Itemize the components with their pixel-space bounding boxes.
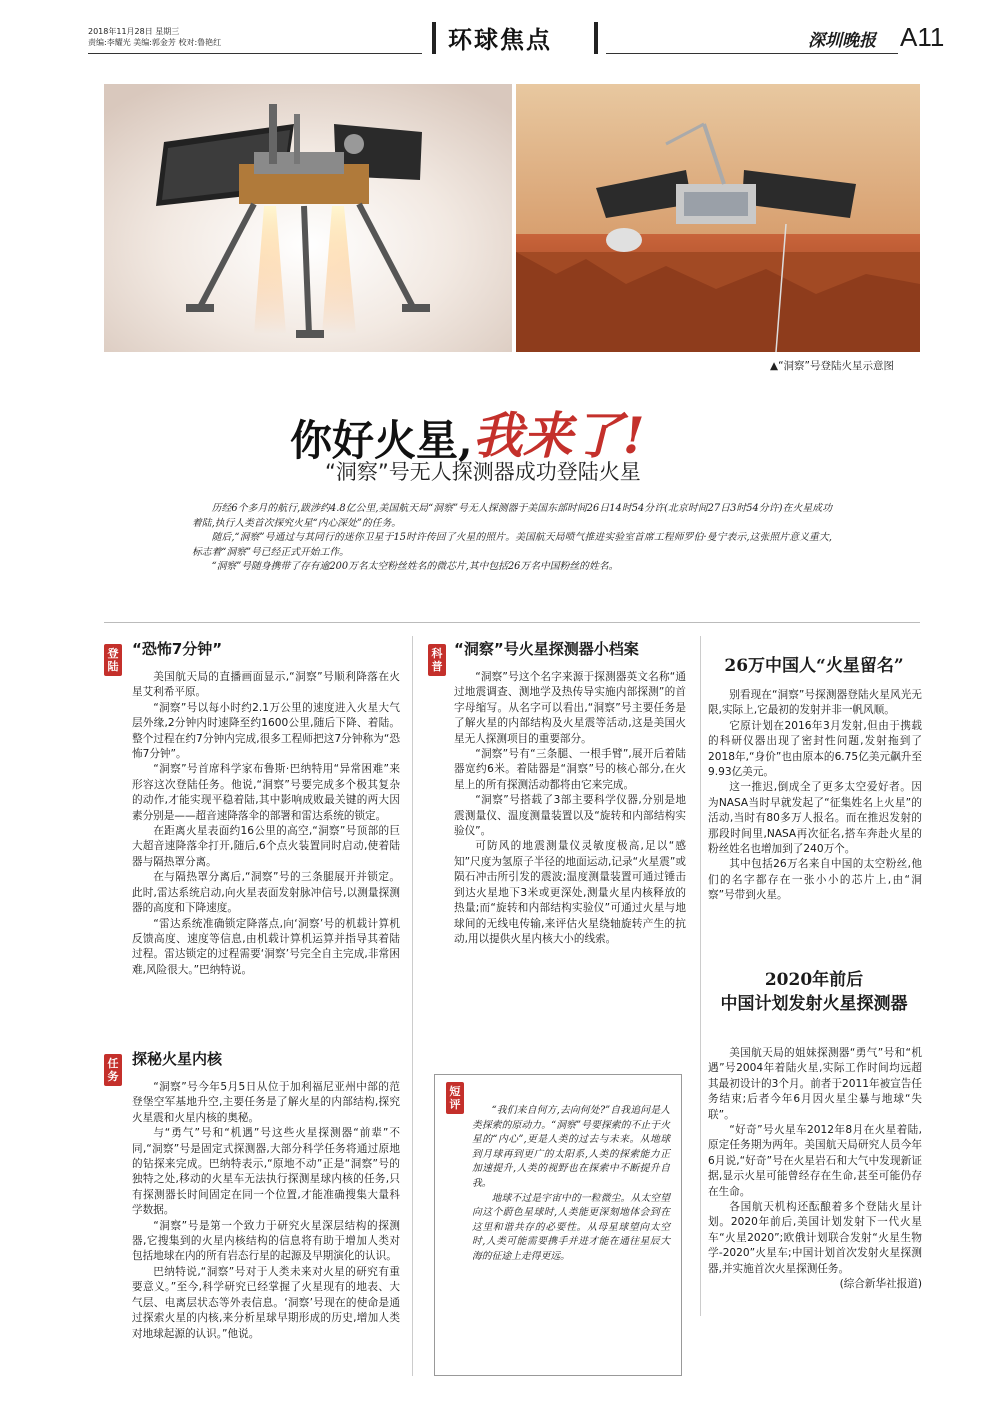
body-para: “雷达系统准确锁定降落点,向‘洞察’号的机载计算机反馈高度、速度等信息,由机载计算机运算并指导其着陆过程。雷达锁定的过程需要‘洞察’号完全自主完成,非常困难,风险很大。”巴纳特说。 bbox=[132, 917, 400, 976]
body-para: “洞察”号以每小时约2.1万公里的速度进入火星大气层外缘,2分钟内时速降至约1600公里,随后下降、着陆。整个过程在约7分钟内完成,很多工程师把这7分钟称为“恐怖7分钟”。 bbox=[132, 701, 400, 761]
body-para: 美国航天局的直播画面显示,“洞察”号顺利降落在火星艾利希平原。 bbox=[132, 671, 400, 699]
subhead: “洞察”号无人探测器成功登陆火星 bbox=[325, 460, 641, 484]
tag-mission: 任 务 bbox=[104, 1054, 122, 1086]
photo-caption: ▲“洞察”号登陆火星示意图 bbox=[770, 360, 894, 372]
column-divider bbox=[412, 636, 413, 1376]
body-para: “好奇”号火星车2012年8月在火星着陆,原定任务期为两年。美国航天局研究人员今年6月说,“好奇”号在火星岩石和大气中发现新证据,显示火星可能曾经存在生命,甚至可能仍存在生命。 bbox=[708, 1124, 922, 1198]
header-rule-left bbox=[88, 53, 422, 54]
body-para: 美国航天局的姐妹探测器“勇气”号和“机遇”号2004年着陆火星,实际工作时间均远超其最初设计的3个月。前者于2011年被宣告任务结束;后者今年6月因火星尘暴与地球“失联”。 bbox=[708, 1047, 922, 1121]
editor-line: 责编:李耀光 美编:郭金芳 校对:鲁艳红 bbox=[88, 38, 222, 47]
header-rule-right bbox=[606, 53, 898, 54]
section-bar-left bbox=[432, 22, 436, 54]
paper-name: 深圳晚报 bbox=[808, 31, 876, 51]
body-para: 在与隔热罩分离后,“洞察”号的三条腿展开并锁定。此时,雷达系统启动,向火星表面发射脉冲信号,以测量探测器的高度和下降速度。 bbox=[132, 871, 400, 915]
science-body bbox=[454, 670, 686, 947]
comment-body bbox=[472, 1104, 670, 1265]
landing-body bbox=[132, 670, 400, 978]
section-bar-right bbox=[594, 22, 598, 54]
body-para: 各国航天机构还酝酿着多个登陆火星计划。2020年前后,美国计划发射下一代火星车“火星2020”;欧俄计划联合发射“火星生物学-2020”火星车;中国计划首次发射火星探测器,并实施首次火星探测任务。 bbox=[708, 1201, 922, 1275]
body-para: “洞察”号搭载了3部主要科学仪器,分别是地震测量仪、温度测量装置以及“旋转和内部结构实验仪”。 bbox=[454, 794, 686, 838]
date-line: 2018年11月28日 星期三 bbox=[88, 27, 180, 36]
body-para: “洞察”号首席科学家布鲁斯·巴纳特用“异常困难”来形容这次登陆任务。他说,“洞察”号要完成多个极其复杂的动作,才能实现平稳着陆,其中影响成败最关键的两大因素分别是——超音速降落伞的部署和雷达系统的锁定。 bbox=[132, 763, 400, 822]
tag-landing: 登 陆 bbox=[104, 644, 122, 676]
column-divider-2 bbox=[700, 636, 701, 1316]
side2-title-line1: 2020年前后 bbox=[764, 970, 864, 990]
comment-para: “我们来自何方,去向何处?”自我追问是人类探索的原动力。“洞察”号要探索的不止于火星的“内心”,更是人类的过去与未来。从地球到月球再到更广的太阳系,人类的探索能力正加速提升,人类的视野也在探索中不断提升自我。 bbox=[472, 1105, 670, 1189]
lander-descent-photo bbox=[104, 84, 512, 352]
headline-part2: 我来了! bbox=[472, 406, 645, 465]
body-para: 可防风的地震测量仪灵敏度极高,足以“感知”尺度为氢原子半径的地面运动,记录“火星震”或陨石冲击所引发的震波;温度测量装置可通过锤击到达火星地下3米或更深处,测量火星内核释放的热量;而“旋转和内部结构实验仪”可通过火星与地球间的无线电传输,来评估火星绕轴旋转产生的抗动,用以提供火星内核大小的线索。 bbox=[454, 840, 686, 945]
lead-divider bbox=[104, 622, 920, 623]
lead-para: “洞察”号随身携带了存有逾200万名太空粉丝姓名的微芯片,其中包括26万名中国粉丝的姓名。 bbox=[211, 561, 619, 573]
lead-para: 历经6个多月的航行,跋涉约4.8亿公里,美国航天局“洞察”号无人探测器于美国东部时间26日14时54分许(北京时间27日3时54分许)在火星成功着陆,执行人类首次探究火星“内心深处”的任务。 bbox=[192, 503, 832, 529]
tag-science: 科 普 bbox=[428, 644, 446, 676]
body-para: “洞察”号今年5月5日从位于加利福尼亚州中部的范登堡空军基地升空,主要任务是了解火星的内部结构,探究火星震和火星内核的奥秘。 bbox=[132, 1081, 400, 1124]
body-para: “洞察”号这个名字来源于探测器英文名称“通过地震调查、测地学及热传导实施内部探测”的首字母缩写。从名字可以看出,“洞察”号主要任务是了解火星的内部结构及火星震等活动,这是美国火星无人探测项目的重要部分。 bbox=[454, 671, 686, 745]
body-para: 其中包括26万名来自中国的太空粉丝,他们的名字都存在一张小小的芯片上,由“洞察”号带到火星。 bbox=[708, 858, 922, 902]
body-para: 它原计划在2016年3月发射,但由于携载的科研仪器出现了密封性问题,发射拖到了2018年,“身价”也由原本的6.75亿美元飙升至9.93亿美元。 bbox=[708, 719, 922, 779]
lead-paragraphs bbox=[192, 502, 832, 575]
side1-body bbox=[708, 688, 922, 904]
mission-body bbox=[132, 1080, 400, 1342]
side2-body bbox=[708, 1046, 922, 1293]
body-para: 别看现在“洞察”号探测器登陆火星风光无限,实际上,它最初的发射并非一帆风顺。 bbox=[708, 689, 922, 717]
body-para: 与“勇气”号和“机遇”号这些火星探测器“前辈”不同,“洞察”号是固定式探测器,大部分科学任务将通过原地的钻探来完成。巴纳特表示,“原地不动”正是“洞察”号的独特之处,移动的火星车无法执行探测星球内核的任务,只有探测器长时间固定在同一个位置,才能准确搜集大量科学数据。 bbox=[132, 1127, 400, 1217]
landing-title: “恐怖7分钟” bbox=[132, 640, 223, 658]
side2-title-line2: 中国计划发射火星探测器 bbox=[720, 994, 908, 1014]
body-para: 在距离火星表面约16公里的高空,“洞察”号顶部的巨大超音速降落伞打开,随后,6个点火装置同时启动,使着陆器与隔热罩分离。 bbox=[132, 825, 400, 868]
comment-para: 地球不过是宇宙中的一粒微尘。从太空望向这个蔚色星球时,人类能更深刻地体会到在这里和谐共存的必要性。从母星球望向太空时,人类可能需要携手并进才能在通往星辰大海的征途上走得更远。 bbox=[472, 1192, 670, 1262]
headline-part1: 你好火星, bbox=[290, 416, 473, 465]
body-para: 巴纳特说,“洞察”号对于人类未来对火星的研究有重要意义。”至今,科学研究已经掌握了火星现有的地表、大气层、电离层状态等外表信息。‘洞察’号现在的使命是通过探索火星的内核,来分析星球早期形成的历史,增加人类对地球起源的认识。”他说。 bbox=[132, 1265, 400, 1340]
section-title: 环球焦点 bbox=[448, 25, 552, 54]
headline bbox=[290, 396, 645, 465]
science-title: “洞察”号火星探测器小档案 bbox=[454, 640, 639, 658]
lander-surface-photo bbox=[516, 84, 920, 352]
mission-title: 探秘火星内核 bbox=[132, 1050, 223, 1068]
page-number: A11 bbox=[900, 22, 945, 52]
side1-title: 26万中国人“火星留名” bbox=[724, 656, 904, 676]
body-para: 这一推迟,倒成全了更多太空爱好者。因为NASA当时早就发起了“征集姓名上火星”的活动,当时有80多万人报名。而在推迟发射的那段时间里,NASA再次征名,搭车奔赴火星的粉丝姓名也增加到了240万个。 bbox=[708, 781, 922, 856]
body-para: “洞察”号有“三条腿、一根手臂”,展开后着陆器宽约6米。着陆器是“洞察”号的核心部分,在火星上的所有探测活动都将由它来完成。 bbox=[454, 748, 686, 791]
body-para: “洞察”号是第一个致力于研究火星深层结构的探测器,它搜集到的火星内核结构的信息将有助于增加人类对包括地球在内的所有岩态行星的起源及早期演化的认识。 bbox=[132, 1219, 400, 1263]
tag-comment: 短 评 bbox=[446, 1082, 464, 1114]
lead-para: 随后,“洞察”号通过与其同行的迷你卫星于15时许传回了火星的照片。美国航天局喷气推进实验室首席工程师罗伯·曼宁表示,这张照片意义重大,标志着“洞察”号已经正式开始工作。 bbox=[192, 532, 832, 558]
credit-line: (综合新华社报道) bbox=[839, 1278, 922, 1291]
